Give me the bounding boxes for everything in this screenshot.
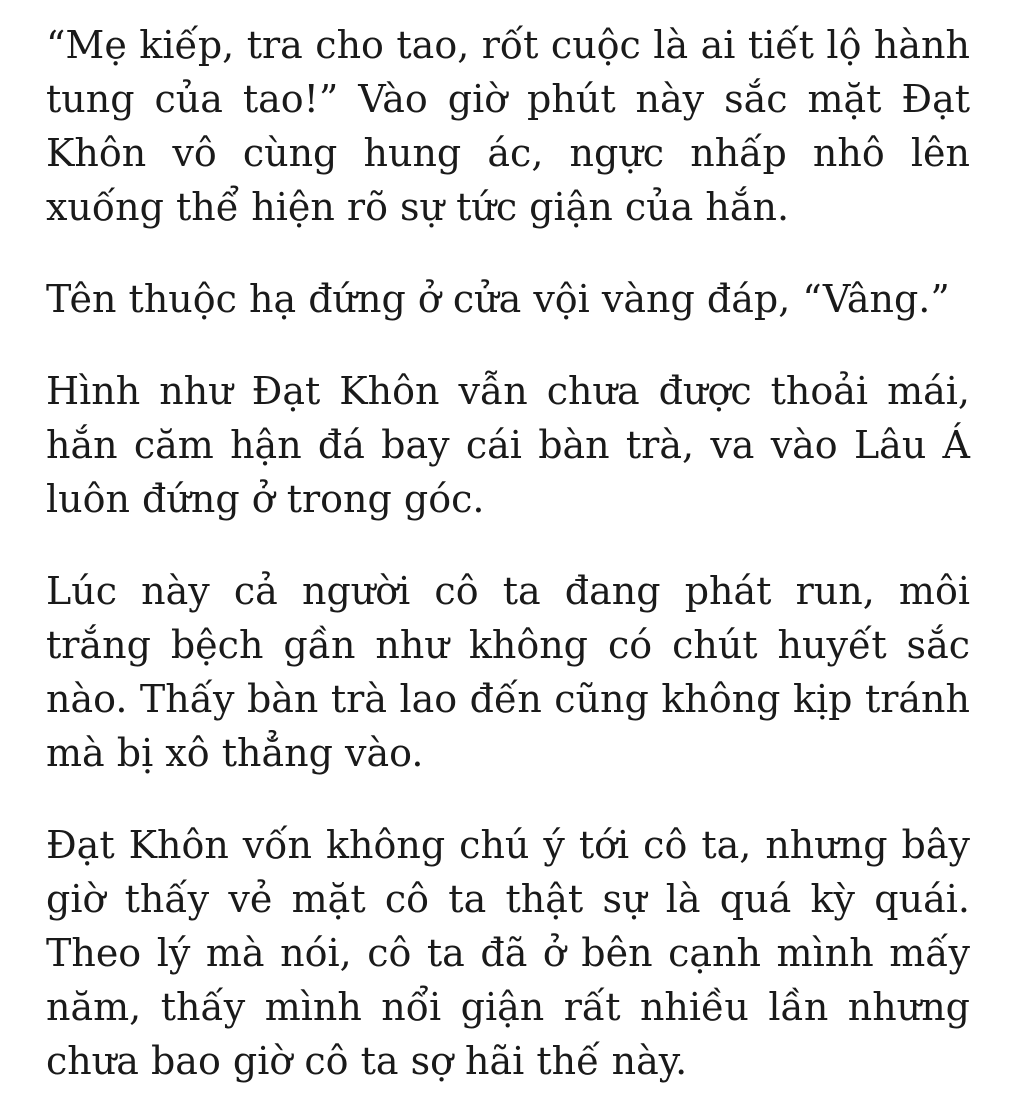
paragraph-1: “Mẹ kiếp, tra cho tao, rốt cuộc là ai tiết lộ hành tung của tao!” Vào giờ phút này sắc mặt Đạt Khôn vô cùng hung ác, ngực nhấp nhô lên xuống thể hiện rõ sự tức giận của hắn.: [46, 23, 970, 229]
paragraph-2: Tên thuộc hạ đứng ở cửa vội vàng đáp, “Vâng.”: [46, 277, 950, 321]
paragraph-5: Đạt Khôn vốn không chú ý tới cô ta, nhưng bây giờ thấy vẻ mặt cô ta thật sự là quá kỳ quái. Theo lý mà nói, cô ta đã ở bên cạnh mình mấy năm, thấy mình nổi giận rất nhiều lần nhưng chưa bao giờ cô ta sợ hãi thế này.: [46, 823, 970, 1083]
paragraph-3: Hình như Đạt Khôn vẫn chưa được thoải mái, hắn căm hận đá bay cái bàn trà, va vào Lâu Á luôn đứng ở trong góc.: [46, 369, 970, 521]
document-page: [46, 18, 970, 1088]
paragraph-4: Lúc này cả người cô ta đang phát run, môi trắng bệch gần như không có chút huyết sắc nào. Thấy bàn trà lao đến cũng không kịp tránh mà bị xô thẳng vào.: [46, 569, 970, 775]
